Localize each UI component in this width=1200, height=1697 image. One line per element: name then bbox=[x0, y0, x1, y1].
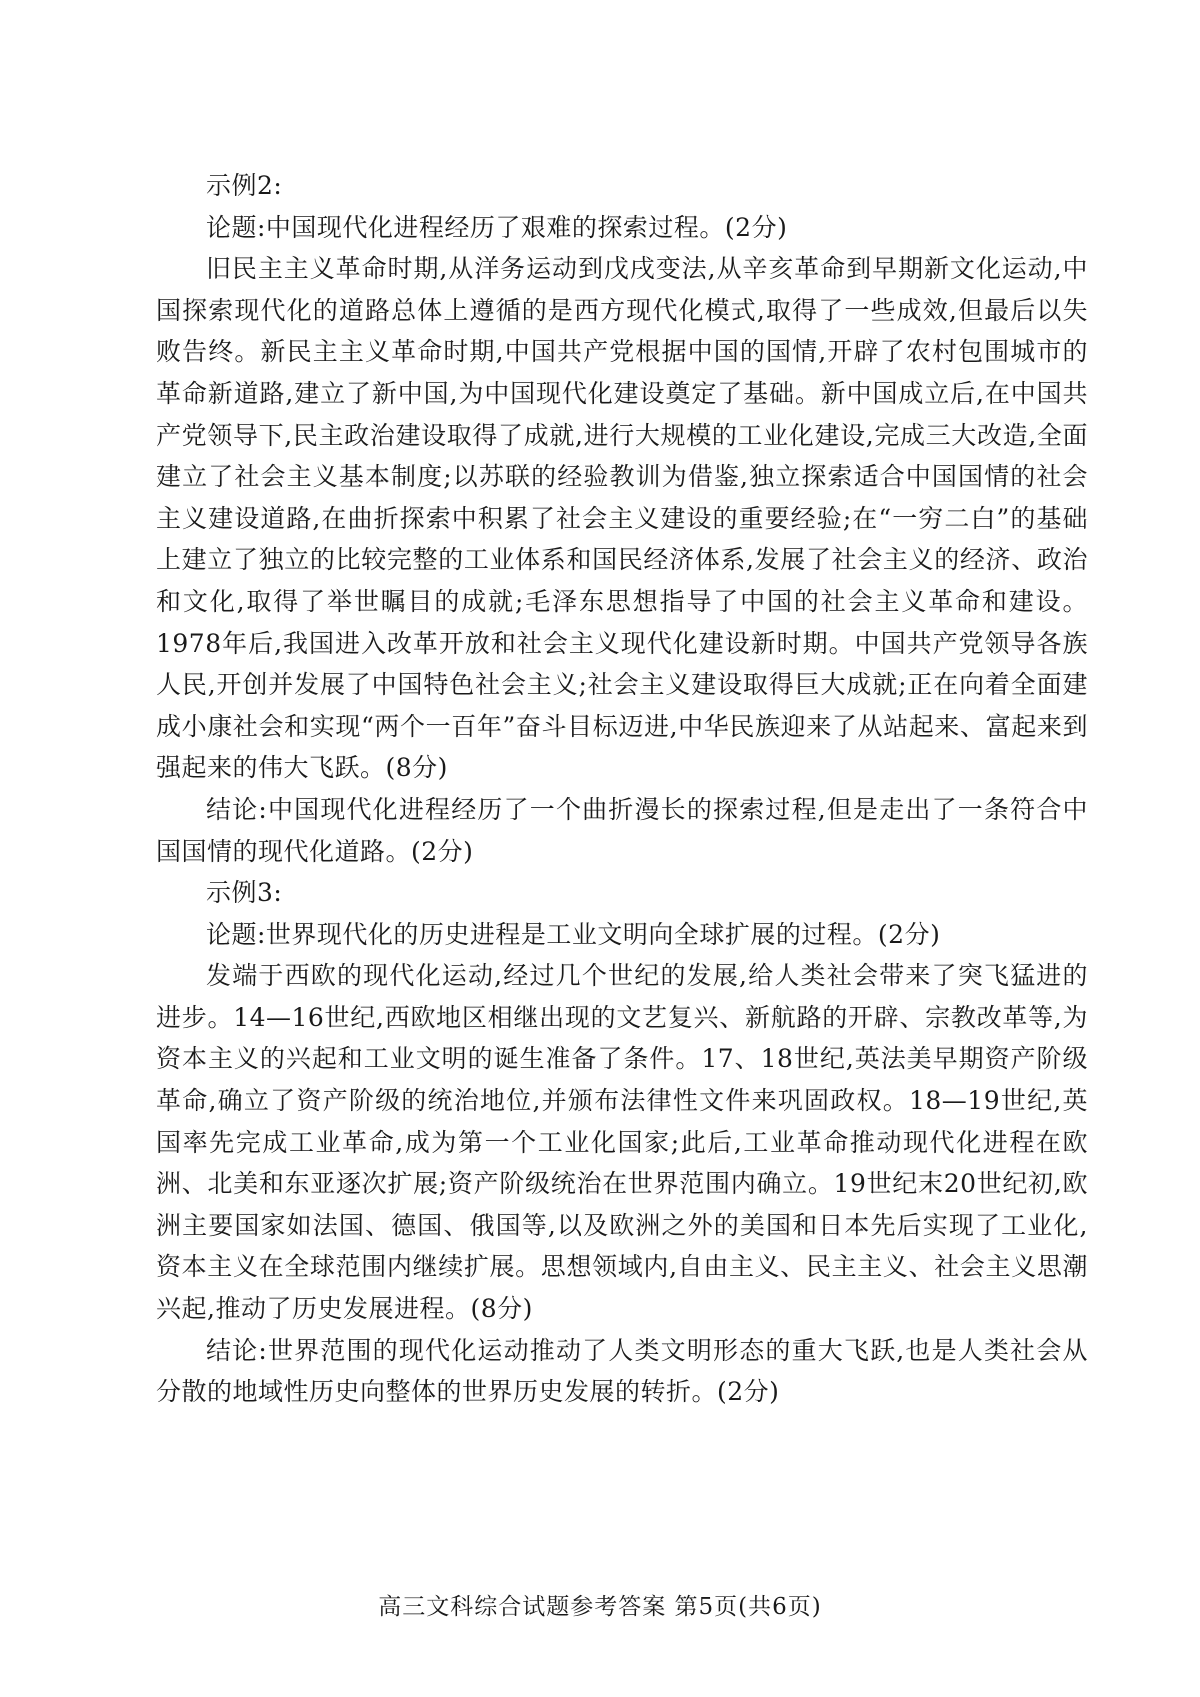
example-3-heading: 示例3: bbox=[206, 878, 283, 908]
example-3-conclusion: 结论:世界范围的现代化运动推动了人类文明形态的重大飞跃,也是人类社会从分散的地域性历史向整体的世界历史发展的转折。(2分) bbox=[156, 1335, 1088, 1407]
example-3-argument: 发端于西欧的现代化运动,经过几个世纪的发展,给人类社会带来了突飞猛进的进步。14—16世纪,西欧地区相继出现的文艺复兴、新航路的开辟、宗教改革等,为资本主义的兴起和工业文明的诞生准备了条件。17、18世纪,英法美早期资产阶级革命,确立了资产阶级的统治地位,并颁布法律性文件来巩固政权。18—19世纪,英国率先完成工业革命,成为第一个工业化国家;此后,工业革命推动现代化进程在欧洲、北美和东亚逐次扩展;资产阶级统治在世界范围内确立。19世纪末20世纪初,欧洲主要国家如法国、德国、俄国等,以及欧洲之外的美国和日本先后实现了工业化,资本主义在全球范围内继续扩展。思想领域内,自由主义、民主主义、社会主义思潮兴起,推动了历史发展进程。(8分) bbox=[156, 961, 1088, 1324]
example-3-thesis: 论题:世界现代化的历史进程是工业文明向全球扩展的过程。(2分) bbox=[206, 919, 941, 949]
example-2-argument: 旧民主主义革命时期,从洋务运动到戊戌变法,从辛亥革命到早期新文化运动,中国探索现代化的道路总体上遵循的是西方现代化模式,取得了一些成效,但最后以失败告终。新民主主义革命时期,中国共产党根据中国的国情,开辟了农村包围城市的革命新道路,建立了新中国,为中国现代化建设奠定了基础。新中国成立后,在中国共产党领导下,民主政治建设取得了成就,进行大规模的工业化建设,完成三大改造,全面建立了社会主义基本制度;以苏联的经验教训为借鉴,独立探索适合中国国情的社会主义建设道路,在曲折探索中积累了社会主义建设的重要经验;在“一穷二白”的基础上建立了独立的比较完整的工业体系和国民经济体系,发展了社会主义的经济、政治和文化,取得了举世瞩目的成就;毛泽东思想指导了中国的社会主义革命和建设。1978年后,我国进入改革开放和社会主义现代化建设新时期。中国共产党领导各族人民,开创并发展了中国特色社会主义;社会主义建设取得巨大成就;正在向着全面建成小康社会和实现“两个一百年”奋斗目标迈进,中华民族迎来了从站起来、富起来到强起来的伟大飞跃。(8分) bbox=[156, 254, 1088, 783]
example-2-conclusion: 结论:中国现代化进程经历了一个曲折漫长的探索过程,但是走出了一条符合中国国情的现代化道路。(2分) bbox=[156, 794, 1088, 866]
answer-body bbox=[156, 165, 1088, 1413]
example-2-thesis: 论题:中国现代化进程经历了艰难的探索过程。(2分) bbox=[206, 212, 788, 242]
page-footer: 高三文科综合试题参考答案 第5页(共6页) bbox=[378, 1594, 822, 1620]
example-2-heading: 示例2: bbox=[206, 171, 283, 200]
